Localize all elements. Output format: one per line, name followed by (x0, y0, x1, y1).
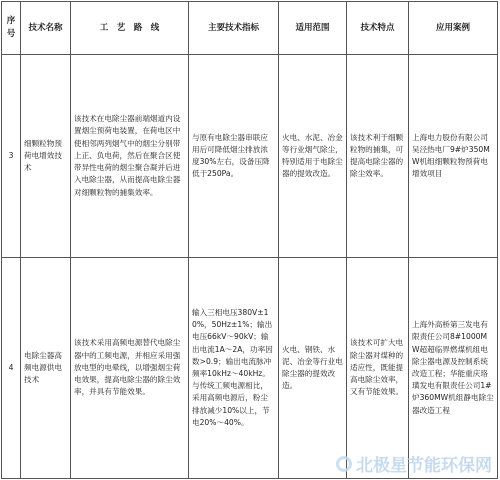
watermark (336, 451, 492, 476)
header-cases: 应用案例 (409, 2, 498, 55)
cell-features: 该技术可扩大电除尘器对煤种的适应性，既能提高电除尘效率，又有节能效果。 (347, 258, 409, 479)
globe-logo-icon (336, 456, 352, 472)
watermark-text: 北极星节能环保网 (356, 456, 492, 476)
cell-indicators: 与原有电除尘器串联应用后可降低烟尘排放浓度30%左右，设备压降低于250Pa。 (189, 55, 279, 258)
cell-process: 该技术采用高频电源替代电除尘器中的工频电源，并相应采用强放电型的电晕线，以增强烟尘荷电效果，提高电除尘器的除尘效率，并具有节能效果。 (71, 258, 189, 479)
header-indicators: 主要技术指标 (189, 2, 279, 55)
technology-table (1, 1, 498, 479)
table-row (2, 55, 498, 258)
cell-cases: 上海电力股份有限公司吴泾热电厂9#炉350MW机组细颗粒物预荷电增效项目 (409, 55, 498, 258)
header-no: 序号 (2, 2, 21, 55)
table-row (2, 258, 498, 479)
cell-scope: 火电、钢铁、水泥、冶金等行业电除尘器的提效改造。 (279, 258, 347, 479)
cell-name: 细颗粒物预荷电增效技术 (21, 55, 71, 258)
cell-scope: 火电、水泥、冶金等行业烟气除尘，特别适用于电除尘器的提效改造。 (279, 55, 347, 258)
header-features: 技术特点 (347, 2, 409, 55)
cell-indicators: 输入三相电压380V±10%，50Hz±1%；输出电压66kV～90kV；输出电流1A～2A，功率因数>0.9；输出电流脉冲频率10kHz～40kHz。与传统工频电源相比，采用高频电源后，粉尘排放减少10%以上，节电20%～40%。 (189, 258, 279, 479)
cell-no: 3 (2, 55, 21, 258)
header-name: 技术名称 (21, 2, 71, 55)
header-process: 工 艺 路 线 (71, 2, 189, 55)
cell-features: 该技术利于细颗粒物的捕集，可提高电除尘器的除尘效率。 (347, 55, 409, 258)
header-scope: 适用范围 (279, 2, 347, 55)
table-header-row (2, 2, 498, 55)
cell-name: 电除尘器高频电源供电技术 (21, 258, 71, 479)
cell-no: 4 (2, 258, 21, 479)
cell-cases: 上海外高桥第三发电有限责任公司8#1000MW超超临界燃煤机组电除尘器电源及控制系统改造工程；华能重庆珞璜发电有限责任公司1#炉360MW机组静电除尘器改造工程 (409, 258, 498, 479)
cell-process: 该技术在电除尘器前端烟道内设置烟尘预荷电装置，在荷电区中使相邻两列烟气中的烟尘分别带上正、负电荷，然后在聚合区使带异性电荷的烟尘聚合凝并后进入电除尘器，从而提高电除尘器对细颗粒物的捕集效率。 (71, 55, 189, 258)
